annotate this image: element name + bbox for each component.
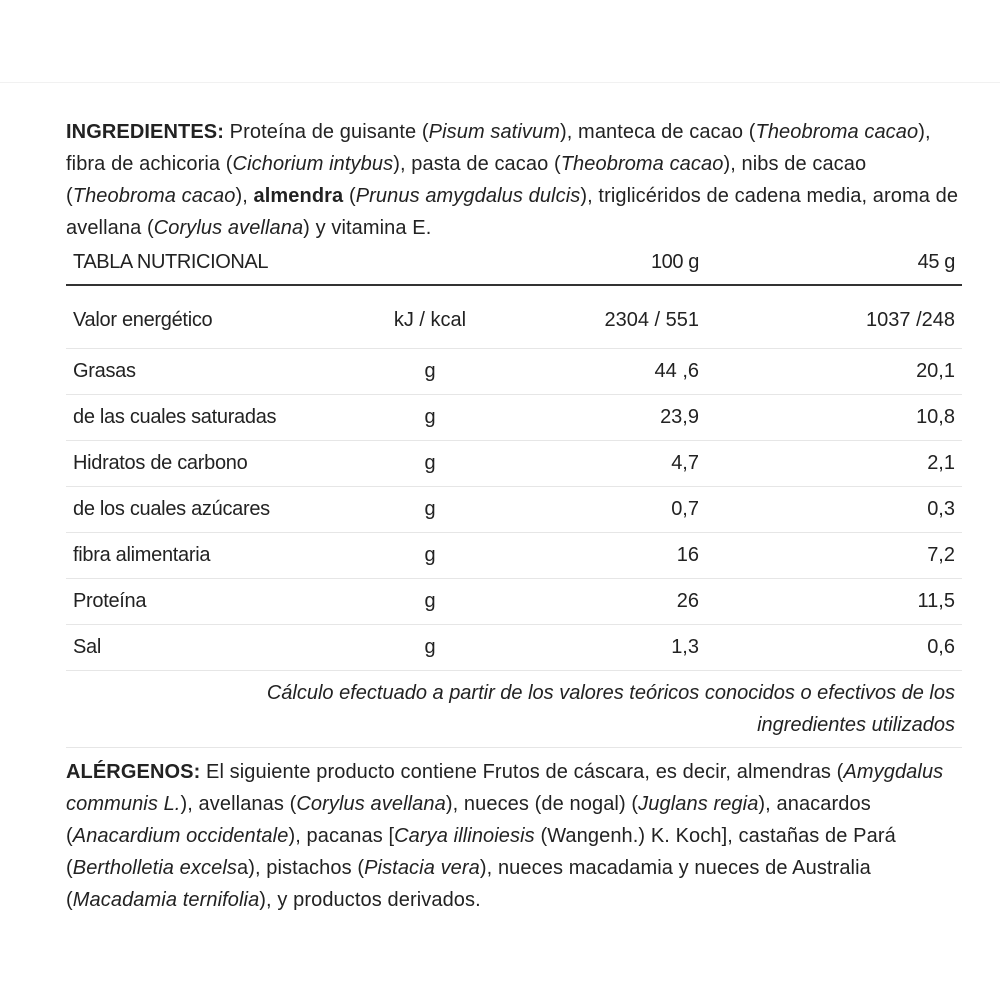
nutrient-name: Hidratos de carbono: [66, 441, 335, 487]
nutrient-unit: g: [335, 625, 525, 671]
value-per-45g: 20,1: [699, 349, 962, 395]
allergens-label: ALÉRGENOS:: [66, 761, 201, 783]
calculation-note-line-2: ingredientes utilizados: [757, 714, 955, 736]
text-segment: (Wangenh.) K. Koch], castañas de Pará (: [66, 825, 896, 879]
value-per-100g: 23,9: [525, 395, 699, 441]
text-segment: ), fibra de achicoria (: [66, 121, 931, 175]
text-segment: Proteína de guisante (: [223, 121, 429, 143]
value-per-100g: 16: [525, 533, 699, 579]
text-segment: ), nibs de cacao (: [66, 153, 867, 207]
latin-name: Corylus avellana: [296, 793, 446, 815]
nutrition-row: [66, 579, 962, 625]
latin-name: Amygdalus communis L.: [66, 761, 944, 815]
nutrient-unit: g: [335, 395, 525, 441]
latin-name: Prunus amygdalus dulcis: [355, 185, 581, 207]
calculation-note: [66, 671, 962, 748]
text-segment: ), manteca de cacao (: [559, 121, 756, 143]
nutrition-row: [66, 349, 962, 395]
nutrient-unit: g: [335, 349, 525, 395]
value-per-45g: 11,5: [699, 579, 962, 625]
text-segment: ), y productos derivados.: [259, 889, 481, 911]
nutrient-name: de las cuales saturadas: [66, 395, 335, 441]
nutrient-name: Proteína: [66, 579, 335, 625]
text-segment: ), avellanas (: [180, 793, 297, 815]
text-segment: ), anacardos (: [66, 793, 871, 847]
text-segment: ) y vitamina E.: [303, 217, 432, 239]
value-per-100g: 26: [525, 579, 699, 625]
nutrient-unit: kJ / kcal: [335, 285, 525, 349]
latin-name: Bertholletia excels: [72, 857, 237, 879]
allergen-highlight: almendra: [253, 185, 344, 207]
nutrient-name: Sal: [66, 625, 335, 671]
text-segment: El siguiente producto contiene Frutos de cáscara, es decir, almendras (: [200, 761, 844, 783]
nutrition-row: [66, 533, 962, 579]
value-per-100g: 2304 / 551: [525, 285, 699, 349]
text-segment: a), pistachos (: [236, 857, 365, 879]
header-unit: [335, 240, 525, 285]
nutrient-unit: g: [335, 533, 525, 579]
nutrient-name: Grasas: [66, 349, 335, 395]
value-per-100g: 1,3: [525, 625, 699, 671]
top-band: [0, 0, 1000, 83]
text-segment: ), pasta de cacao (: [393, 153, 561, 175]
value-per-45g: 1037 /248: [699, 285, 962, 349]
header-per-100g: 100 g: [525, 240, 699, 285]
value-per-100g: 44 ,6: [525, 349, 699, 395]
value-per-100g: 0,7: [525, 487, 699, 533]
nutrient-name: Valor energético: [66, 285, 335, 349]
latin-name: Cichorium intybus: [232, 153, 394, 175]
latin-name: Anacardium occidentale: [72, 825, 289, 847]
nutrient-unit: g: [335, 487, 525, 533]
nutrition-row: [66, 441, 962, 487]
text-segment: ), triglicéridos de cadena media, aroma de avellana (: [66, 185, 959, 239]
latin-name: Macadamia ternifolia: [72, 889, 260, 911]
value-per-45g: 0,6: [699, 625, 962, 671]
nutrient-unit: g: [335, 441, 525, 487]
text-segment: (: [343, 185, 356, 207]
nutrient-name: fibra alimentaria: [66, 533, 335, 579]
nutrient-unit: g: [335, 579, 525, 625]
latin-name: Corylus avellana: [153, 217, 304, 239]
header-per-45g: 45 g: [699, 240, 962, 285]
nutrient-name: de los cuales azúcares: [66, 487, 335, 533]
nutrition-header-row: [66, 240, 962, 285]
text-segment: ), nueces (de nogal) (: [445, 793, 639, 815]
value-per-45g: 10,8: [699, 395, 962, 441]
nutrition-table-title: TABLA NUTRICIONAL: [66, 240, 335, 285]
ingredients-label: INGREDIENTES:: [66, 121, 224, 143]
nutrition-table: [66, 240, 962, 748]
nutrition-body: [66, 285, 962, 671]
nutrition-row: [66, 395, 962, 441]
text-segment: ), nueces macadamia y nueces de Australia (: [66, 857, 871, 911]
nutrition-row: [66, 285, 962, 349]
latin-name: Theobroma cacao: [72, 185, 236, 207]
value-per-45g: 7,2: [699, 533, 962, 579]
latin-name: Carya illinoiesis: [394, 825, 535, 847]
calculation-note-line-1: Cálculo efectuado a partir de los valores teóricos conocidos o efectivos de los: [266, 682, 955, 704]
value-per-100g: 4,7: [525, 441, 699, 487]
ingredients-paragraph: [66, 116, 966, 244]
latin-name: Theobroma cacao: [755, 121, 919, 143]
value-per-45g: 0,3: [699, 487, 962, 533]
latin-name: Theobroma cacao: [560, 153, 724, 175]
text-segment: ),: [235, 185, 254, 207]
text-segment: ), pacanas [: [288, 825, 395, 847]
latin-name: Juglans regia: [638, 793, 759, 815]
nutrition-row: [66, 625, 962, 671]
latin-name: Pistacia vera: [364, 857, 480, 879]
allergens-paragraph: [66, 756, 966, 916]
nutrition-row: [66, 487, 962, 533]
calculation-note-row: [66, 671, 962, 748]
value-per-45g: 2,1: [699, 441, 962, 487]
latin-name: Pisum sativum: [428, 121, 560, 143]
